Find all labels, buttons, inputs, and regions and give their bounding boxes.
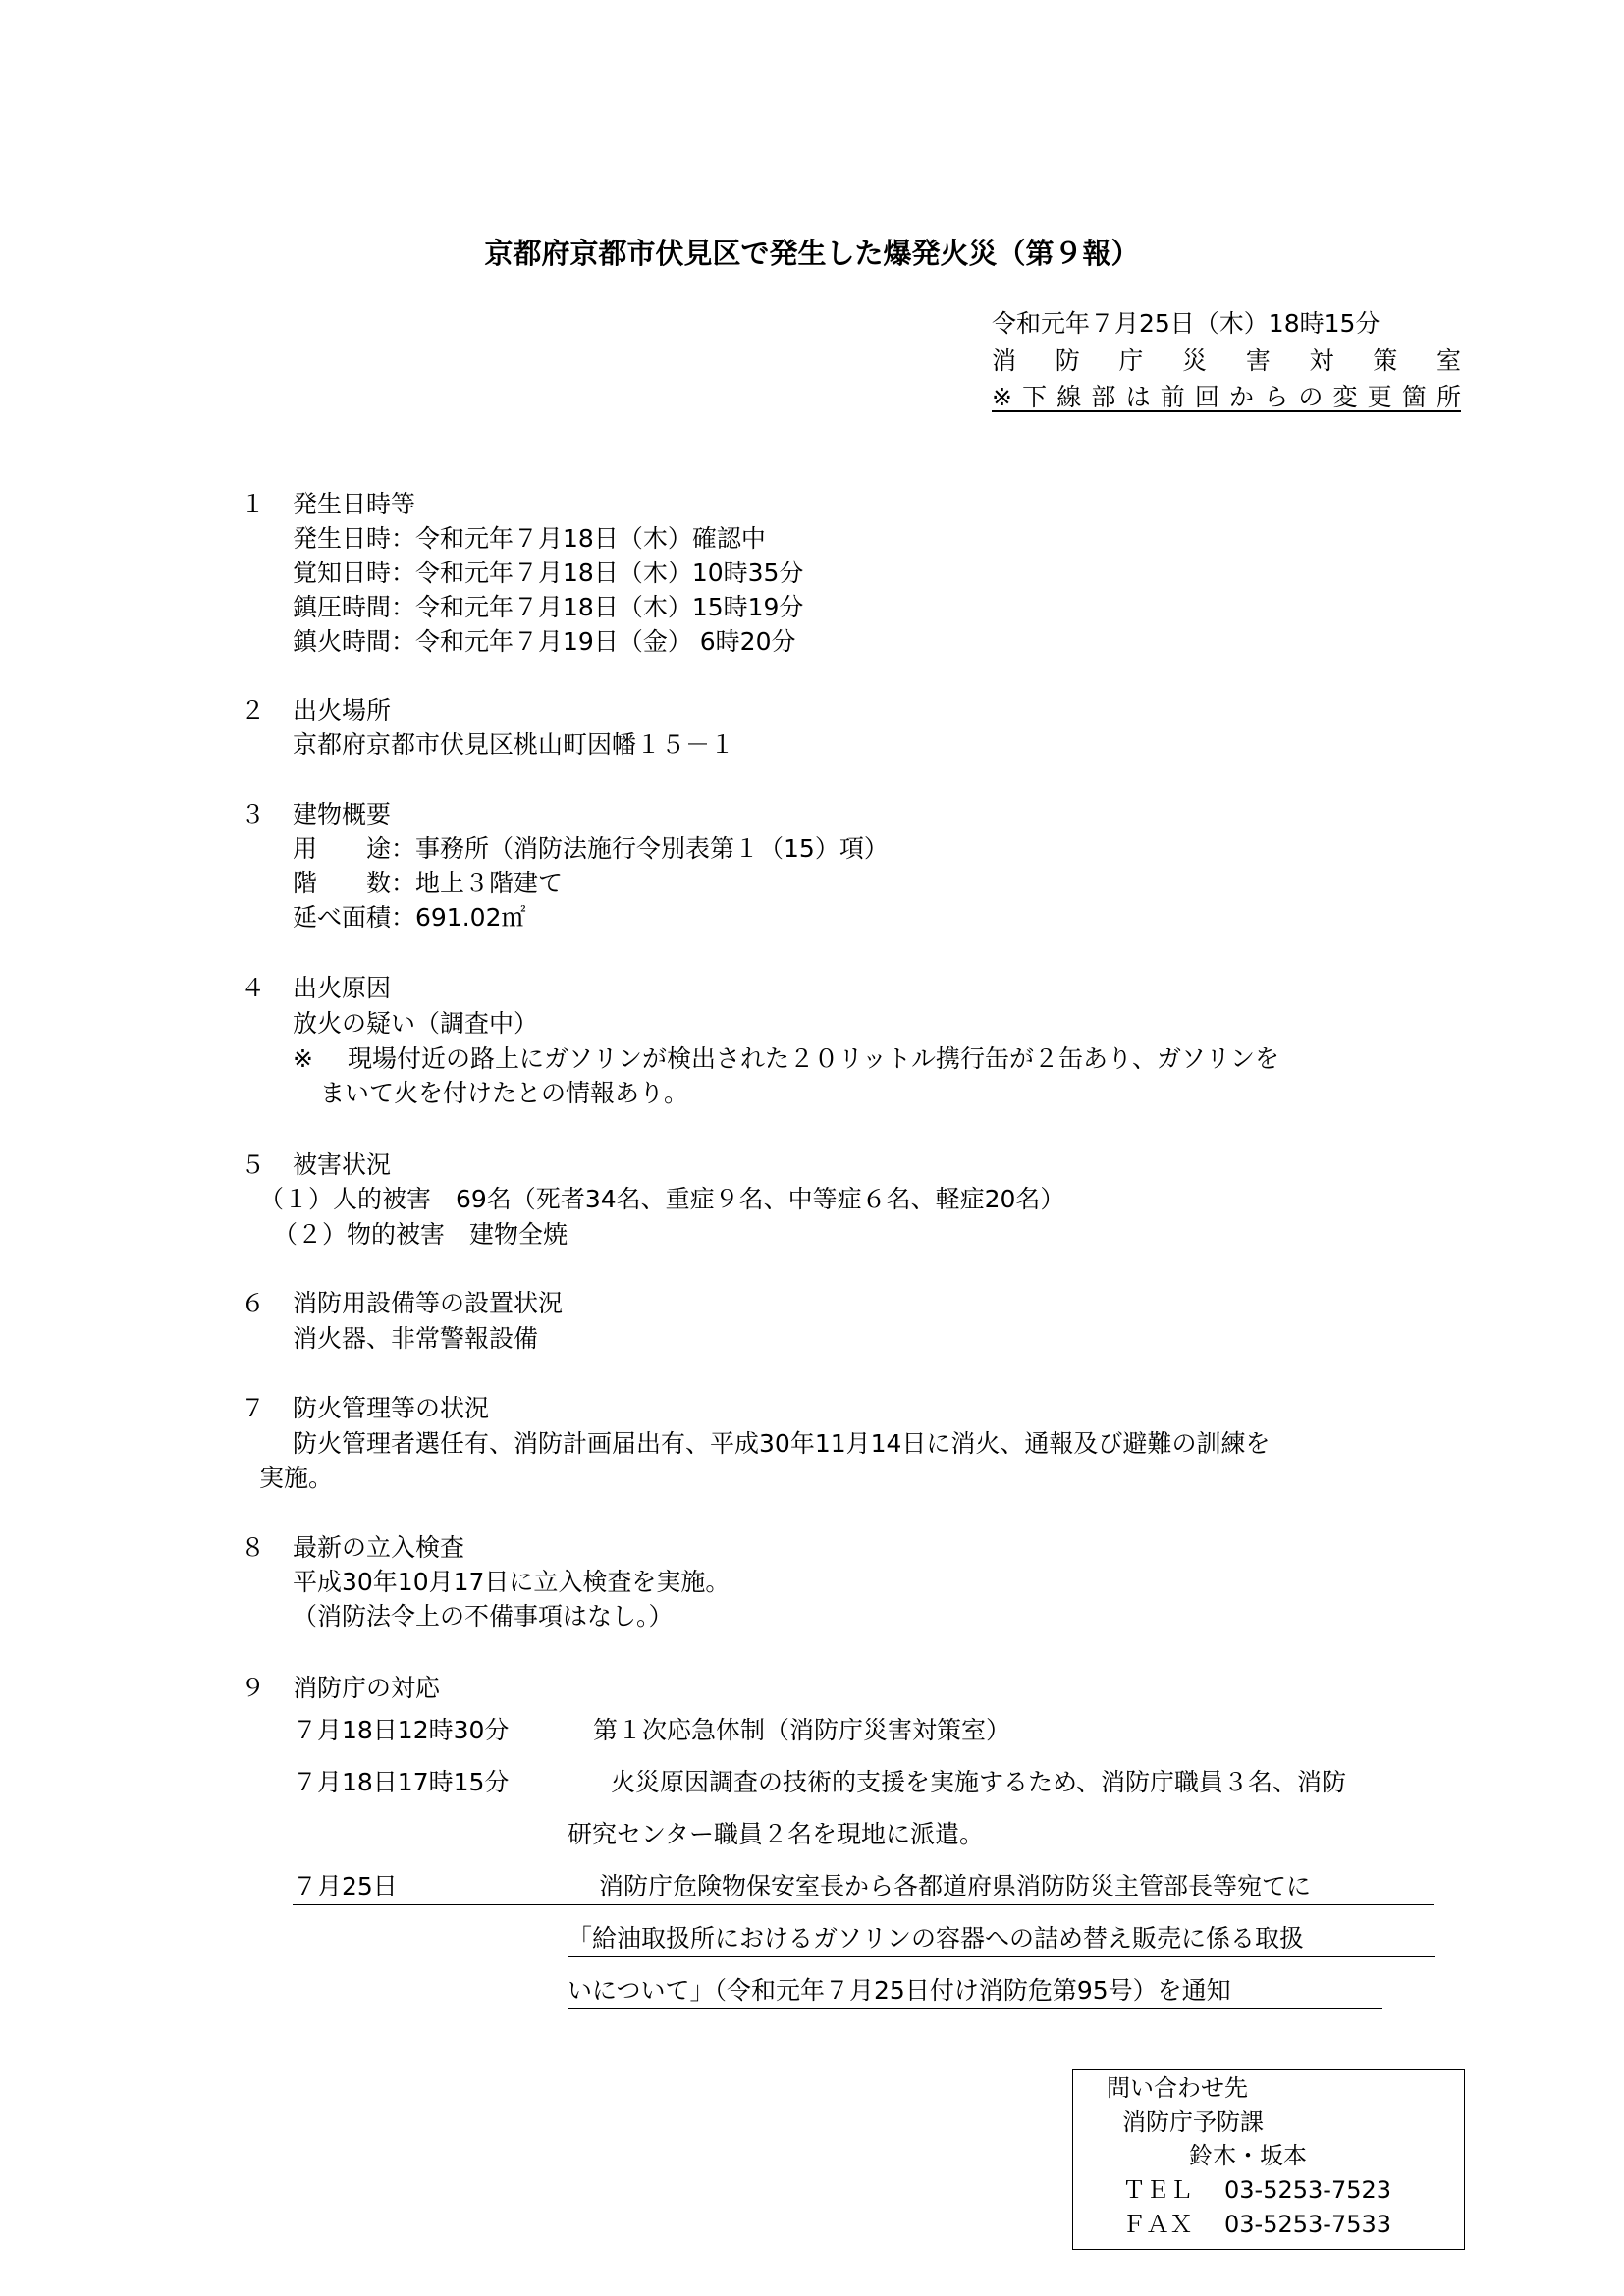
response-3-underline-1 [293,1904,1434,1905]
building-use: 用 途：事務所（消防法施行令別表第１（15）項） [293,834,889,863]
response-text-3-line-2: 「給油取扱所におけるガソリンの容器への詰め替え販売に係る取扱 [568,1924,1305,1952]
cause-note-line-1: 現場付近の路上にガソリンが検出された２０リットル携行缶が２缶あり、ガソリンを [348,1044,1280,1073]
occurrence-datetime: 発生日時：令和元年７月18日（木）確認中 [293,524,766,553]
fire-management-line-1: 防火管理者選任有、消防計画届出有、平成30年11月14日に消火、通報及び避難の訓練を [293,1429,1271,1458]
section-7-number: ７ [241,1394,266,1422]
section-9-heading: 消防庁の対応 [293,1674,441,1702]
building-floors: 階 数：地上３階建て [293,869,564,897]
section-9-number: ９ [241,1674,266,1702]
response-text-3-line-3: いについて」（令和元年７月25日付け消防危第95号）を通知 [568,1976,1231,2004]
section-8-heading: 最新の立入検査 [293,1533,465,1562]
inspection-result: （消防法令上の不備事項はなし。） [293,1602,674,1630]
section-4-heading: 出火原因 [293,974,392,1002]
section-1-number: １ [241,490,266,518]
section-5-number: ５ [241,1150,266,1179]
section-6-heading: 消防用設備等の設置状況 [293,1289,564,1317]
section-3-number: ３ [241,800,266,828]
response-text-1: 第１次応急体制（消防庁災害対策室） [593,1716,1011,1744]
section-7-heading: 防火管理等の状況 [293,1394,490,1422]
section-1-heading: 発生日時等 [293,490,416,518]
contact-heading: 問い合わせ先 [1107,2074,1248,2102]
contact-tel-label: ＴＥＬ [1122,2176,1193,2204]
section-8-number: ８ [241,1533,266,1562]
response-text-3-line-1: 消防庁危険物保安室長から各都道府県消防防災主管部長等宛てに [599,1872,1312,1900]
issuing-office: 消防庁災害対策室 [992,347,1461,375]
fire-cause: 放火の疑い（調査中） [293,1009,539,1038]
section-5-heading: 被害状況 [293,1150,392,1179]
document-title: 京都府京都市伏見区で発生した爆発火災（第９報） [484,237,1140,270]
response-text-2-line-2: 研究センター職員２名を現地に派遣。 [568,1820,985,1848]
contact-box [1072,2069,1465,2250]
section-2-heading: 出火場所 [293,696,392,724]
response-time-3: ７月25日 [293,1872,398,1900]
cause-note-line-2: まいて火を付けたとの情報あり。 [320,1079,689,1107]
contact-department: 消防庁予防課 [1122,2109,1264,2136]
response-3-underline-2 [568,1956,1435,1957]
contact-names: 鈴木・坂本 [1189,2142,1307,2169]
section-6-number: ６ [241,1289,266,1317]
fire-management-line-2: 実施。 [259,1464,334,1492]
extinguished-time: 鎮火時間：令和元年７月19日（金） 6時20分 [293,627,796,656]
human-damage: （１）人的被害 69名（死者34名、重症９名、中等症６名、軽症20名） [259,1185,1065,1213]
response-time-2: ７月18日17時15分 [293,1768,510,1796]
fire-location: 京都府京都市伏見区桃山町因幡１５－１ [293,730,735,759]
contact-tel: 03-5253-7523 [1224,2176,1392,2204]
suppression-time: 鎮圧時間：令和元年７月18日（木）15時19分 [293,593,804,621]
fire-equipment: 消火器、非常警報設備 [293,1324,539,1353]
response-3-underline-3 [568,2008,1382,2009]
contact-fax: 03-5253-7533 [1224,2211,1392,2238]
section-2-number: ２ [241,696,266,724]
response-text-2-line-1: 火災原因調査の技術的支援を実施するため、消防庁職員３名、消防 [611,1768,1347,1796]
floor-area: 延べ面積：691.02㎡ [293,903,526,932]
response-time-1: ７月18日12時30分 [293,1716,510,1744]
section-4-number: ４ [241,974,266,1002]
report-datetime: 令和元年７月25日（木）18時15分 [992,309,1380,338]
property-damage: （２）物的被害 建物全焼 [273,1220,568,1249]
inspection-date: 平成30年10月17日に立入検査を実施。 [293,1568,731,1596]
section-3-heading: 建物概要 [293,800,392,828]
contact-fax-label: ＦＡＸ [1122,2211,1193,2238]
change-note: ※下線部は前回からの変更箇所 [992,383,1461,411]
detection-datetime: 覚知日時：令和元年７月18日（木）10時35分 [293,559,804,587]
cause-note-mark: ※ [293,1044,313,1073]
